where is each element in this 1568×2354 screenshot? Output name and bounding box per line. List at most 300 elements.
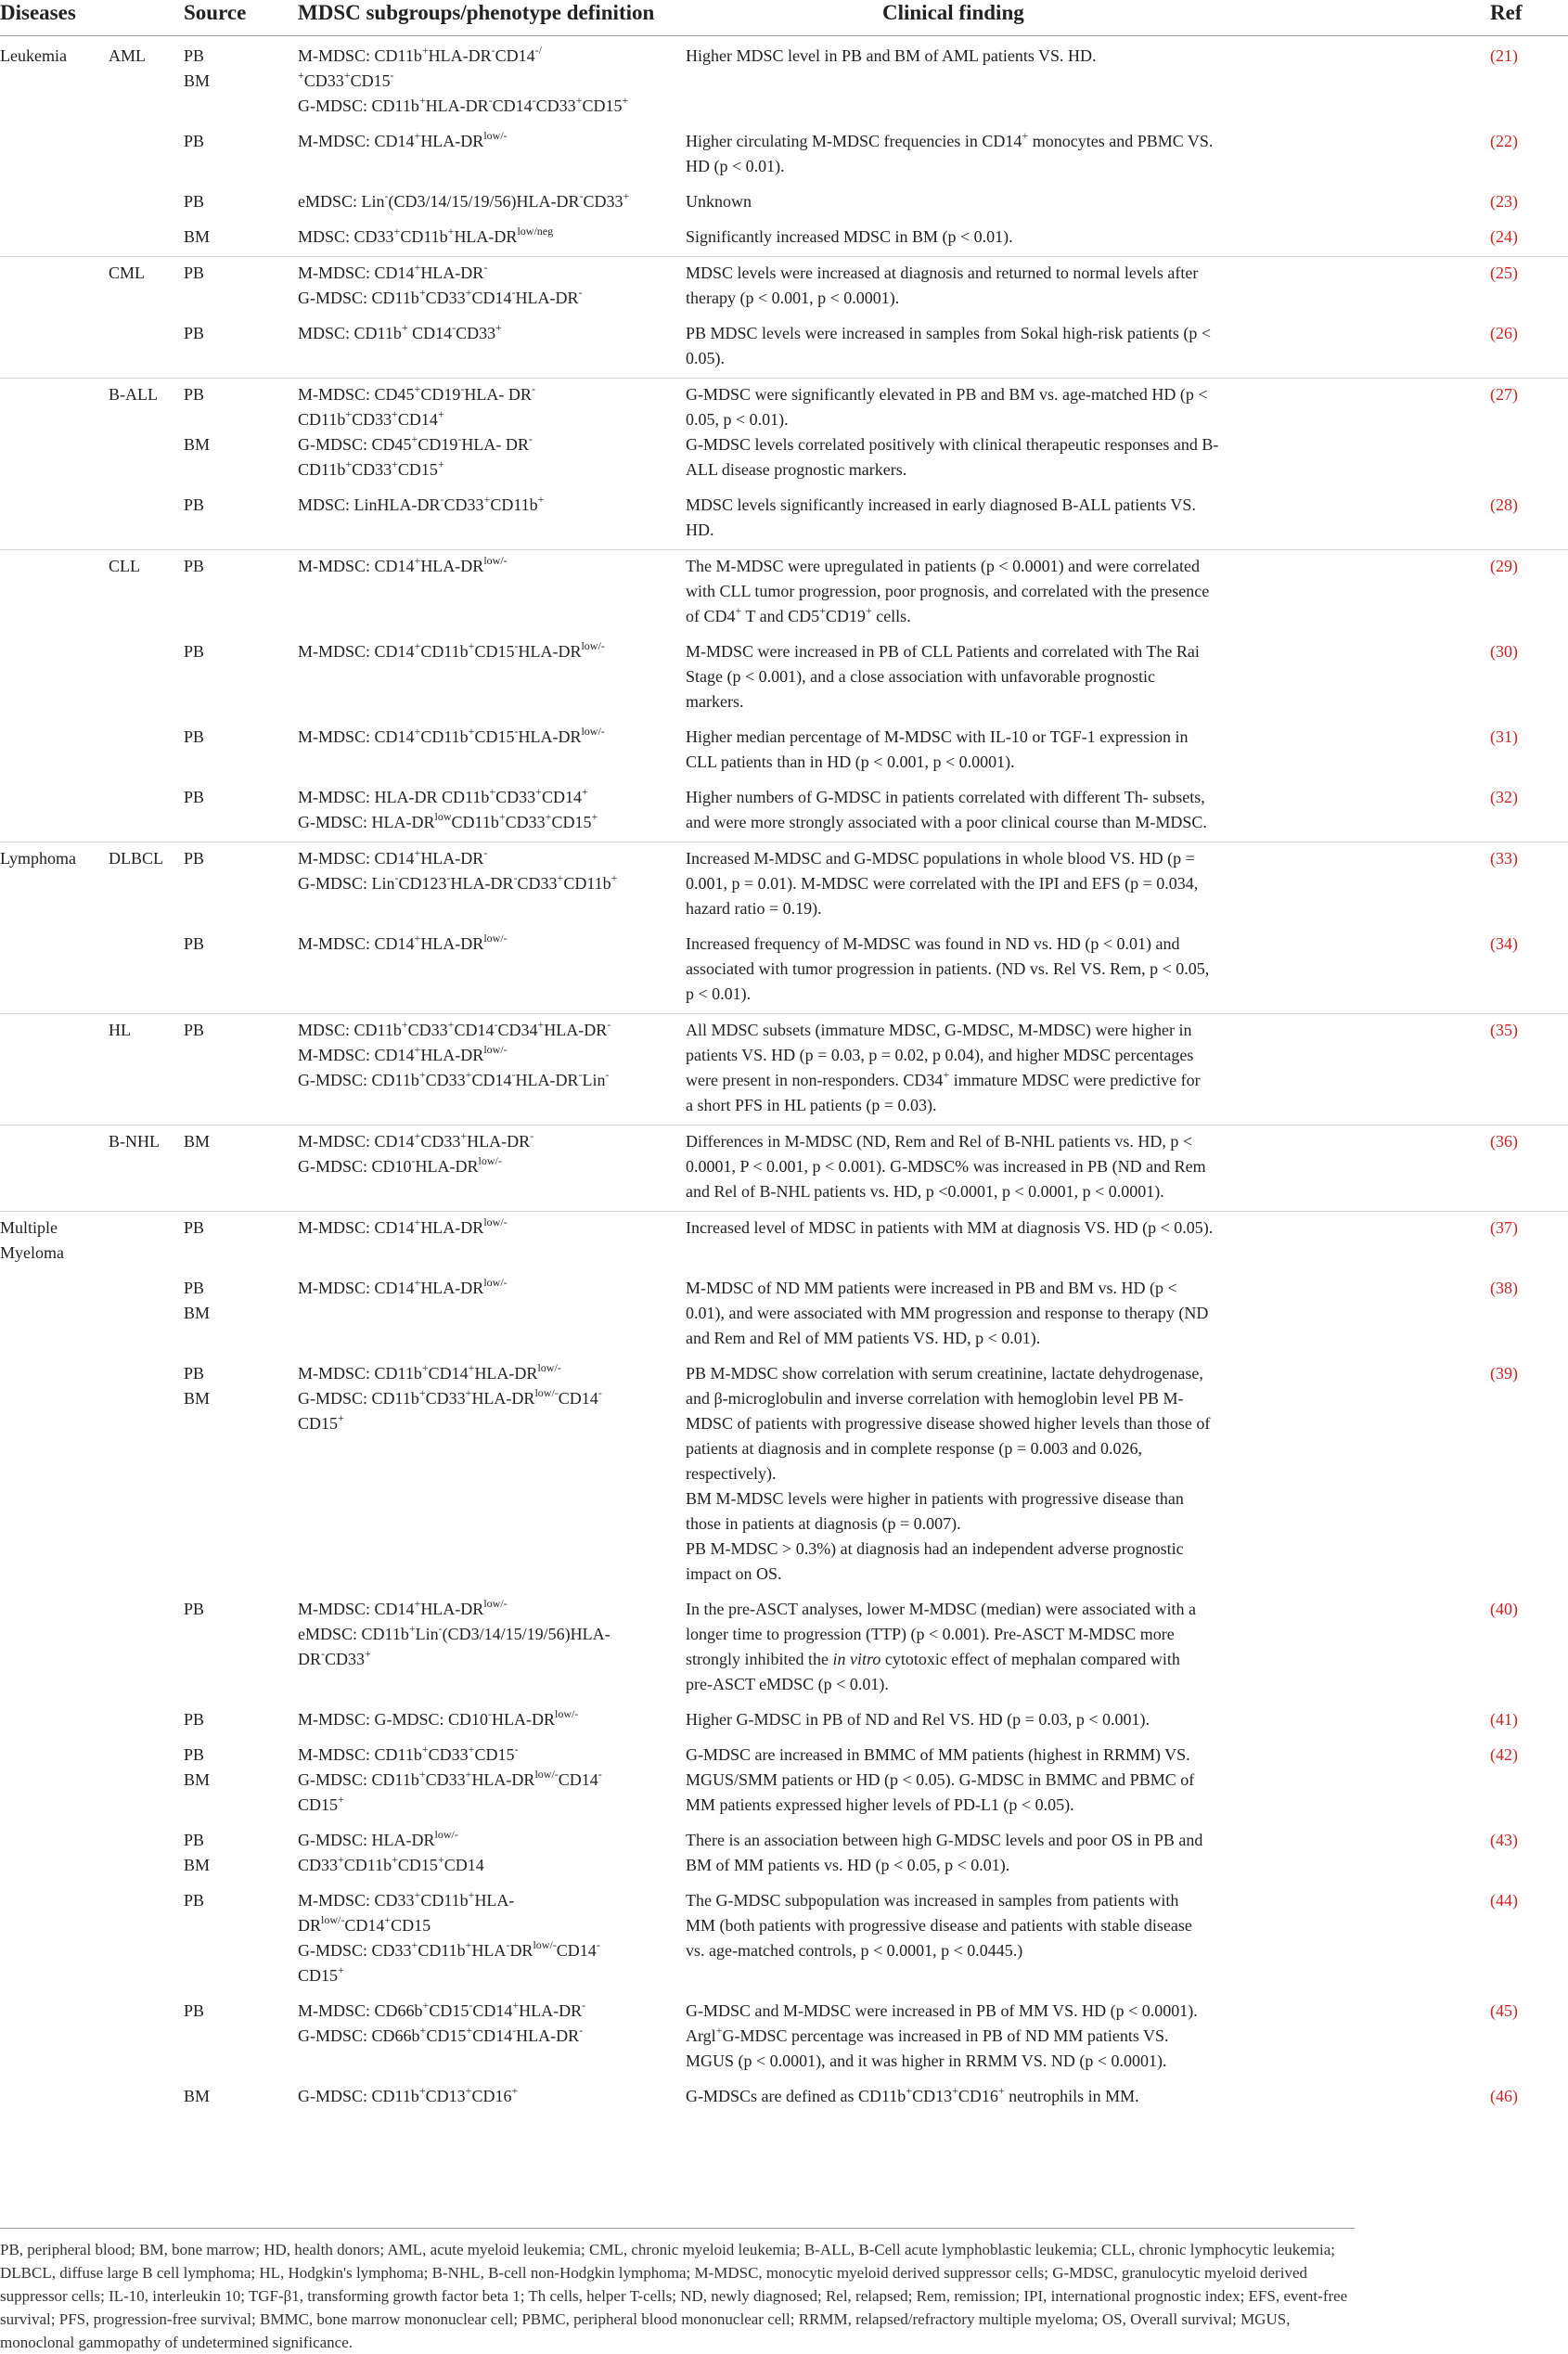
source-value: PB (184, 727, 205, 746)
source-value: BM (184, 71, 211, 90)
finding-line: MM patients expressed higher levels of PD-L1 (p < 0.05). (686, 1795, 1074, 1814)
finding-cell (686, 1014, 1490, 1126)
finding-cell (686, 186, 1490, 221)
disease-label: Lymphoma (0, 849, 76, 868)
table-row (0, 1995, 1568, 2080)
source-value: PB (184, 849, 205, 868)
definition-line: M-MDSC: CD14+HLA-DR- (298, 261, 488, 282)
ref-link[interactable]: (22) (1490, 132, 1518, 150)
finding-line: G-MDSC were significantly elevated in PB and BM vs. age-matched HD (p < (686, 385, 1208, 404)
disease-cell (0, 125, 174, 186)
finding-line: PB MDSC levels were increased in samples from Sokal high-risk patients (p < (686, 324, 1212, 342)
table-row (0, 36, 1568, 126)
source-value: BM (184, 2087, 211, 2105)
finding-line: hazard ratio = 0.19). (686, 899, 822, 918)
source-value: BM (184, 1856, 211, 1874)
finding-line: 0.05). (686, 349, 725, 367)
source-value: PB (184, 264, 205, 282)
disease-cell (0, 317, 174, 379)
definition-line: CD15+ (298, 1963, 344, 1985)
finding-line: G-MDSC levels correlated positively with clinical therapeutic responses and B- (686, 435, 1219, 454)
table-header-row (0, 0, 1568, 36)
table-row (0, 1593, 1568, 1704)
table-row (0, 636, 1568, 721)
source-value: PB (184, 132, 205, 150)
definition-cell (290, 379, 686, 490)
source-cell (174, 1739, 290, 1824)
source-cell (174, 636, 290, 721)
definition-line: M-MDSC: $CD14^+HLA-DR^{low/-}$ (298, 1597, 508, 1618)
ref-link[interactable]: (45) (1490, 2001, 1518, 2020)
disease-cell (0, 1212, 174, 1273)
table-row (0, 125, 1568, 186)
definition-line: M-MDSC: CD14+CD33+HLA-DR- (298, 1129, 534, 1151)
finding-line: ALL disease prognostic markers. (686, 460, 907, 479)
definition-line: M-MDSC: CD66b+CD15-CD14+HLA-DR- (298, 1999, 586, 2020)
source-cell (174, 379, 290, 490)
finding-line: and Rel of B-NHL patients vs. HD, p <0.0001, p < 0.0001, p < 0.0001). (686, 1182, 1164, 1201)
ref-link[interactable]: (35) (1490, 1021, 1518, 1039)
finding-cell (686, 1357, 1490, 1593)
source-value (184, 407, 290, 432)
definition-cell (290, 928, 686, 1014)
finding-line: impact on OS. (686, 1564, 782, 1583)
finding-line: BM of MM patients vs. HD (p < 0.05, p < 0.01). (686, 1856, 1010, 1874)
table-row (0, 781, 1568, 843)
finding-line: and Rem and Rel of MM patients VS. HD, p < 0.01). (686, 1329, 1041, 1347)
header-definition: MDSC subgroups/phenotype definition (298, 1, 655, 24)
finding-line: and were more strongly associated with a poor clinical course than M-MDSC. (686, 813, 1207, 831)
finding-line: 0.01), and were associated with MM progression and response to therapy (ND (686, 1304, 1209, 1322)
subtype-inline: CML (109, 264, 146, 282)
finding-cell (686, 721, 1490, 781)
ref-cell (1490, 1014, 1568, 1126)
definition-cell (290, 1014, 686, 1126)
finding-cell (686, 1739, 1490, 1824)
source-value: PB (184, 1831, 205, 1849)
ref-link[interactable]: (31) (1490, 727, 1518, 746)
definition-line: $DR^{low/-}CD14^+CD15$ (298, 1913, 431, 1935)
finding-line: markers. (686, 692, 744, 711)
source-value: BM (184, 227, 211, 246)
definition-cell (290, 1824, 686, 1884)
finding-line: Higher circulating M-MDSC frequencies in CD14+ monocytes and PBMC VS. (686, 129, 1214, 150)
definition-line: M-MDSC: $CD14^+HLA-DR^{low/-}$ (298, 129, 508, 150)
definition-line: G-MDSC: CD66b+CD15+CD14-HLA-DR- (298, 2024, 584, 2045)
ref-link[interactable]: (41) (1490, 1710, 1518, 1729)
ref-cell (1490, 1126, 1568, 1212)
finding-line: of CD4+ T and CD5+CD19+ cells. (686, 604, 911, 625)
definition-line: G-MDSC: CD11b+CD13+CD16+ (298, 2084, 519, 2105)
ref-link[interactable]: (40) (1490, 1600, 1518, 1618)
definition-line: M-MDSC: CD45+CD19-HLA- DR- (298, 382, 535, 404)
disease-cell (0, 186, 174, 221)
definition-cell (290, 1593, 686, 1704)
source-value: PB (184, 385, 205, 404)
finding-line: patients VS. HD (p = 0.03, p = 0.02, p 0.04), and higher MDSC percentages (686, 1046, 1194, 1064)
definition-line: eMDSC: CD11b+Lin-(CD3/14/15/19/56)HLA- (298, 1622, 610, 1643)
definition-cell (290, 1272, 686, 1357)
ref-link[interactable]: (34) (1490, 934, 1518, 953)
disease-cell (0, 928, 174, 1014)
disease-cell (0, 1824, 174, 1884)
definition-line: CD15+ (298, 1793, 344, 1814)
ref-link[interactable]: (26) (1490, 324, 1518, 342)
finding-line: 0.001, p = 0.01). M-MDSC were correlated with the IPI and EFS (p = 0.034, (686, 874, 1199, 893)
source-cell (174, 1704, 290, 1739)
source-value: BM (184, 1132, 211, 1151)
source-cell (174, 1593, 290, 1704)
disease-cell (0, 1884, 174, 1995)
source-cell (174, 1995, 290, 2080)
definition-cell (290, 843, 686, 929)
table-row (0, 489, 1568, 550)
definition-line: M-MDSC: $CD14^+HLA-DR^{low/-}$ (298, 1216, 508, 1237)
ref-link[interactable]: (29) (1490, 557, 1518, 575)
ref-cell (1490, 379, 1568, 490)
source-cell (174, 843, 290, 929)
finding-line: Increased level of MDSC in patients with MM at diagnosis VS. HD (p < 0.05). (686, 1218, 1214, 1237)
ref-link[interactable]: (46) (1490, 2087, 1518, 2105)
source-cell (174, 1357, 290, 1593)
finding-line: those in patients at diagnosis (p = 0.007). (686, 1514, 961, 1533)
definition-line: G-MDSC: CD11b+CD33+CD14-HLA-DR- (298, 286, 583, 307)
source-value: PB (184, 1364, 205, 1383)
finding-line: pre-ASCT eMDSC (p < 0.01). (686, 1675, 889, 1693)
table-body (0, 36, 1568, 2116)
definition-cell (290, 721, 686, 781)
definition-line: G-MDSC: CD45+CD19-HLA- DR- (298, 432, 533, 454)
source-cell (174, 489, 290, 550)
finding-line: PB M-MDSC > 0.3%) at diagnosis had an independent adverse prognostic (686, 1539, 1184, 1558)
definition-line: G-MDSC: HLA-$DR^{low/-}$ (298, 1828, 458, 1849)
finding-line: M-MDSC of ND MM patients were increased in PB and BM vs. HD (p < (686, 1279, 1177, 1297)
ref-cell (1490, 721, 1568, 781)
ref-cell (1490, 36, 1568, 126)
ref-cell (1490, 1824, 1568, 1884)
ref-cell (1490, 550, 1568, 637)
disease-cell (0, 1272, 174, 1357)
finding-line: The G-MDSC subpopulation was increased in samples from patients with (686, 1891, 1179, 1910)
subtype-inline: AML (109, 46, 146, 65)
definition-line: M-MDSC: G-MDSC: $CD10^-HLA-DR^{low/-}$ (298, 1707, 579, 1729)
disease-cell (0, 1014, 174, 1126)
source-cell (174, 257, 290, 318)
disease-cell (0, 221, 174, 257)
subtype-inline: HL (109, 1021, 131, 1039)
definition-line: M-MDSC: $CD14^+CD11b^+CD15^-HLA-DR^{low/-}$ (298, 725, 605, 746)
source-cell (174, 1824, 290, 1884)
finding-cell (686, 257, 1490, 318)
definition-line: M-MDSC: CD33+CD11b+HLA- (298, 1888, 515, 1910)
finding-line: Stage (p < 0.001), and a close association with unfavorable prognostic (686, 667, 1156, 686)
definition-cell (290, 636, 686, 721)
source-value: PB (184, 1710, 205, 1729)
disease-label: Leukemia (0, 46, 67, 65)
source-value: BM (184, 1389, 211, 1408)
ref-link[interactable]: (39) (1490, 1364, 1518, 1383)
finding-line: MGUS (p < 0.0001), and it was higher in RRMM VS. ND (p < 0.0001). (686, 2052, 1167, 2070)
table-row (0, 1014, 1568, 1126)
definition-cell (290, 2080, 686, 2116)
table-row (0, 1126, 1568, 1212)
source-value: PB (184, 1600, 205, 1618)
disease-cell (0, 843, 174, 929)
definition-cell (290, 550, 686, 637)
finding-line: In the pre-ASCT analyses, lower M-MDSC (median) were associated with a (686, 1600, 1197, 1618)
finding-line: M-MDSC were increased in PB of CLL Patients and correlated with The Rai (686, 642, 1200, 661)
finding-cell (686, 843, 1490, 929)
definition-line: MDSC: $CD33^+CD11b^+HLA-DR^{low/neg}$ (298, 225, 554, 246)
table-row (0, 928, 1568, 1014)
definition-line: CD15+ (298, 1411, 344, 1433)
ref-link[interactable]: (38) (1490, 1279, 1518, 1297)
ref-link[interactable]: (32) (1490, 788, 1518, 806)
finding-cell (686, 1704, 1490, 1739)
ref-cell (1490, 928, 1568, 1014)
table-row (0, 1357, 1568, 1593)
table-row (0, 257, 1568, 318)
finding-line: Significantly increased MDSC in BM (p < 0.01). (686, 227, 1013, 246)
disease-cell (0, 2080, 174, 2116)
disease-cell (0, 1357, 174, 1593)
definition-line: M-MDSC: $CD14^+HLA-DR^{low/-}$ (298, 1276, 508, 1297)
header-finding: Clinical finding (882, 1, 1024, 24)
finding-line: All MDSC subsets (immature MDSC, G-MDSC, M-MDSC) were higher in (686, 1021, 1192, 1039)
definition-line: M-MDSC: $CD11b^+CD14^+HLA-DR^{low/-}$ (298, 1361, 561, 1383)
disease-cell (0, 379, 174, 490)
finding-line: G-MDSC and M-MDSC were increased in PB of MM VS. HD (p < 0.0001). (686, 2001, 1198, 2020)
definition-line: G-MDSC: HLA-$DR^{low}CD11b^+CD33^+CD15^+$ (298, 810, 598, 831)
ref-link[interactable]: (24) (1490, 227, 1518, 246)
finding-cell (686, 317, 1490, 379)
finding-line: G-MDSCs are defined as CD11b+CD13+CD16+ neutrophils in MM. (686, 2084, 1139, 2105)
finding-cell (686, 1995, 1490, 2080)
source-value: PB (184, 1891, 205, 1910)
definition-line: M-MDSC: $CD14^+HLA-DR^{low/-}$ (298, 932, 508, 953)
finding-line: vs. age-matched controls, p < 0.0001, p < 0.0445.) (686, 1941, 1023, 1960)
ref-cell (1490, 1995, 1568, 2080)
definition-cell (290, 1995, 686, 2080)
finding-cell (686, 1126, 1490, 1212)
finding-line: G-MDSC are increased in BMMC of MM patients (highest in RRMM) VS. (686, 1745, 1190, 1764)
ref-cell (1490, 125, 1568, 186)
ref-link[interactable]: (30) (1490, 642, 1518, 661)
finding-line: The M-MDSC were upregulated in patients (p < 0.0001) and were correlated (686, 557, 1200, 575)
source-cell (174, 125, 290, 186)
finding-line: Higher MDSC level in PB and BM of AML patients VS. HD. (686, 46, 1097, 65)
definition-line: G-MDSC: CD11b+CD33+CD14-HLA-DR-Lin- (298, 1068, 610, 1089)
source-value: PB (184, 934, 205, 953)
subtype-inline: B-NHL (109, 1132, 160, 1151)
ref-cell (1490, 1593, 1568, 1704)
finding-cell (686, 781, 1490, 843)
disease-cell (0, 1739, 174, 1824)
definition-cell (290, 221, 686, 257)
ref-cell (1490, 1212, 1568, 1273)
source-value: BM (184, 435, 211, 454)
source-value: PB (184, 2001, 205, 2020)
ref-cell (1490, 2080, 1568, 2116)
finding-line: BM M-MDSC levels were higher in patients with progressive disease than (686, 1489, 1184, 1508)
definition-cell (290, 1739, 686, 1824)
source-value: PB (184, 1021, 205, 1039)
ref-cell (1490, 843, 1568, 929)
ref-link[interactable]: (28) (1490, 495, 1518, 514)
table-row (0, 2080, 1568, 2116)
definition-cell (290, 125, 686, 186)
source-value: PB (184, 642, 205, 661)
source-value: PB (184, 788, 205, 806)
source-value: PB (184, 46, 205, 65)
source-cell (174, 1212, 290, 1273)
disease-cell (0, 36, 174, 126)
finding-line: MM (both patients with progressive disease and patients with stable disease (686, 1916, 1192, 1935)
finding-line: Differences in M-MDSC (ND, Rem and Rel of B-NHL patients vs. HD, p < (686, 1132, 1193, 1151)
source-cell (174, 221, 290, 257)
table-row (0, 550, 1568, 637)
definition-cell (290, 257, 686, 318)
finding-cell (686, 1593, 1490, 1704)
table-row (0, 317, 1568, 379)
finding-line: CLL patients than in HD (p < 0.001, p < 0.0001). (686, 753, 1015, 771)
ref-link[interactable]: (25) (1490, 264, 1518, 282)
source-cell (174, 1126, 290, 1212)
source-value: PB (184, 1279, 205, 1297)
disease-cell (0, 721, 174, 781)
definition-line: MDSC: CD11b+CD33+CD14-CD34+HLA-DR- (298, 1018, 611, 1039)
finding-cell (686, 636, 1490, 721)
source-value: PB (184, 557, 205, 575)
definition-cell (290, 1212, 686, 1273)
finding-line: respectively). (686, 1464, 777, 1483)
source-cell (174, 186, 290, 221)
table-row (0, 843, 1568, 929)
ref-link[interactable]: (27) (1490, 385, 1518, 404)
definition-line: eMDSC: Lin-(CD3/14/15/19/56)HLA-DR-CD33+ (298, 189, 630, 211)
finding-line: patients at diagnosis and in complete response (p = 0.003 and 0.026, (686, 1439, 1143, 1458)
definition-cell (290, 317, 686, 379)
finding-line: strongly inhibited the in vitro cytotoxic effect of mephalan compared with (686, 1650, 1180, 1668)
table-row (0, 1884, 1568, 1995)
ref-link[interactable]: (23) (1490, 192, 1518, 211)
disease-cell (0, 257, 174, 318)
definition-line: DR-CD33+ (298, 1647, 371, 1668)
finding-line: PB M-MDSC show correlation with serum creatinine, lactate dehydrogenase, (686, 1364, 1203, 1383)
definition-cell (290, 1126, 686, 1212)
definition-cell (290, 36, 686, 126)
source-cell (174, 317, 290, 379)
source-value: PB (184, 1218, 205, 1237)
table-footnote: PB, peripheral blood; BM, bone marrow; HD, health donors; AML, acute myeloid leukemia; CML, chronic myeloid leukemia; B-ALL, B-Cell acute lymphoblastic leukemia; CLL, chronic lymphocytic leukemia; DLBCL, diffuse large B cell lymphoma; HL, Hodgkin's lymphoma; B-NHL, B-cell non-Hodgkin lymphoma; M-MDSC, monocytic myeloid derived suppressor cells; G-MDSC, granulocytic myeloid derived suppressor cells; IL-10, interleukin 10; TGF-β1, transforming growth factor beta 1; Th cells, helper T-cells; ND, newly diagnosed; Rel, relapsed; Rem, remission; IPI, international prognostic index; EFS, event-free survival; PFS, progression-free survival; BMMC, bone marrow mononuclear cell; PBMC, peripheral blood mononuclear cell; RRMM, relapsed/refractory multiple myeloma; OS, Overall survival; MGUS, monoclonal gammopathy of undetermined significance. (0, 2228, 1355, 2354)
definition-line: G-MDSC: $CD33^+CD11b^+HLA^-DR^{low/-}CD14^-$ (298, 1938, 600, 1960)
finding-line: Higher numbers of G-MDSC in patients correlated with different Th- subsets, (686, 788, 1205, 806)
finding-line: HD. (686, 521, 714, 539)
finding-line: a short PFS in HL patients (p = 0.03). (686, 1096, 937, 1114)
table-row (0, 1739, 1568, 1824)
table-row (0, 1272, 1568, 1357)
finding-line: longer time to progression (TTP) (p < 0.001). Pre-ASCT M-MDSC more (686, 1625, 1175, 1643)
ref-cell (1490, 1704, 1568, 1739)
source-cell (174, 1884, 290, 1995)
finding-line: MDSC levels significantly increased in early diagnosed B-ALL patients VS. (686, 495, 1196, 514)
source-cell (174, 550, 290, 637)
definition-line: M-MDSC: HLA-DR CD11b+CD33+CD14+ (298, 785, 588, 806)
ref-cell (1490, 186, 1568, 221)
ref-link[interactable]: (44) (1490, 1891, 1518, 1910)
ref-cell (1490, 1272, 1568, 1357)
ref-link[interactable]: (42) (1490, 1745, 1518, 1764)
ref-link[interactable]: (37) (1490, 1218, 1518, 1237)
finding-cell (686, 379, 1490, 490)
finding-cell (686, 1884, 1490, 1995)
definition-line: G-MDSC: $CD10^-HLA-DR^{low/-}$ (298, 1154, 502, 1176)
finding-line: therapy (p < 0.001, p < 0.0001). (686, 289, 900, 307)
definition-line: +CD33+CD15- (298, 69, 394, 90)
finding-line: Higher G-MDSC in PB of ND and Rel VS. HD (p = 0.03, p < 0.001). (686, 1710, 1150, 1729)
finding-line: MDSC of patients with progressive disease showed higher levels than those of (686, 1414, 1211, 1433)
disease-cell (0, 550, 174, 637)
finding-cell (686, 550, 1490, 637)
definition-line: M-MDSC: CD14+HLA-DR- (298, 846, 488, 868)
source-cell (174, 721, 290, 781)
definition-line: M-MDSC: $CD14^+HLA-DR^{low/-}$ (298, 1043, 508, 1064)
table-row (0, 721, 1568, 781)
subtype-inline: B-ALL (109, 385, 158, 404)
ref-link[interactable]: (43) (1490, 1831, 1518, 1849)
finding-cell (686, 2080, 1490, 2116)
table-row (0, 379, 1568, 490)
finding-cell (686, 221, 1490, 257)
finding-cell (686, 125, 1490, 186)
disease-label: Multiple Myeloma (0, 1218, 64, 1262)
source-cell (174, 1014, 290, 1126)
ref-link[interactable]: (21) (1490, 46, 1518, 65)
source-cell (174, 781, 290, 843)
definition-cell (290, 1704, 686, 1739)
finding-cell (686, 1824, 1490, 1884)
ref-cell (1490, 636, 1568, 721)
ref-cell (1490, 489, 1568, 550)
disease-cell (0, 781, 174, 843)
finding-line: with CLL tumor progression, poor prognosis, and correlated with the presence (686, 582, 1210, 600)
ref-cell (1490, 1884, 1568, 1995)
definition-cell (290, 489, 686, 550)
definition-line: M-MDSC: CD11b+CD33+CD15- (298, 1743, 519, 1764)
finding-line: HD (p < 0.01). (686, 157, 785, 175)
header-ref: Ref (1490, 1, 1523, 24)
source-cell (174, 1272, 290, 1357)
disease-cell (0, 1126, 174, 1212)
finding-cell (686, 36, 1490, 126)
finding-cell (686, 1272, 1490, 1357)
finding-line: Argl+G-MDSC percentage was increased in PB of ND MM patients VS. (686, 2024, 1169, 2045)
definition-line: CD11b+CD33+CD14+ (298, 407, 444, 429)
subtype-inline: CLL (109, 557, 140, 575)
disease-cell (0, 636, 174, 721)
header-source: Source (184, 1, 247, 24)
disease-cell (0, 1704, 174, 1739)
finding-line: Unknown (686, 192, 752, 211)
definition-line: G-MDSC: CD11b+HLA-DR-CD14-CD33+CD15+ (298, 94, 629, 115)
finding-line: were present in non-responders. CD34+ immature MDSC were predictive for (686, 1068, 1201, 1089)
ref-link[interactable]: (33) (1490, 849, 1518, 868)
finding-cell (686, 489, 1490, 550)
ref-cell (1490, 781, 1568, 843)
ref-cell (1490, 257, 1568, 318)
finding-line: 0.05, p < 0.01). (686, 410, 789, 429)
ref-link[interactable]: (36) (1490, 1132, 1518, 1151)
